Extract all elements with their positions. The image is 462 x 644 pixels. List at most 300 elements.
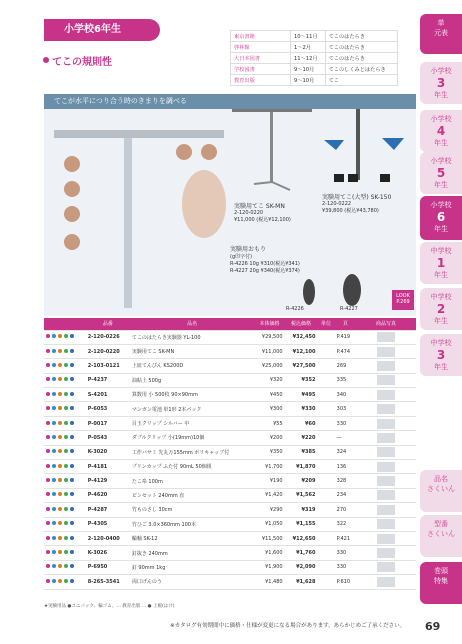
item-code: P-6950 — [86, 560, 130, 574]
item-tax-price: ¥2,090 — [285, 560, 318, 574]
grade-dot-icon — [52, 536, 56, 540]
item-price: ¥29,500 — [254, 330, 284, 344]
grade-dots — [44, 546, 86, 560]
item-unit — [317, 445, 334, 459]
item-photo — [356, 330, 416, 344]
table-row[interactable] — [44, 431, 416, 445]
tab-mid: 5 — [436, 166, 446, 180]
item-tax-price: ¥32,450 — [285, 330, 318, 344]
grade-dot-icon — [46, 550, 50, 554]
publisher-unit: てこのはたらき — [325, 42, 397, 53]
item-tax-price: ¥1,760 — [285, 546, 318, 560]
grade-dot-icon — [64, 435, 68, 439]
grade-dots — [44, 373, 86, 387]
side-tab[interactable] — [420, 152, 462, 194]
grade-dot-icon — [52, 349, 56, 353]
publisher-period: 9〜10月 — [291, 75, 326, 86]
publisher-row — [231, 31, 398, 42]
item-price: ¥11,500 — [254, 531, 284, 545]
item-unit — [317, 474, 334, 488]
grade-dot-icon — [70, 406, 74, 410]
tab-bottom: 年生 — [434, 91, 448, 99]
grade-dots — [44, 416, 86, 430]
grade-dot-icon — [58, 349, 62, 353]
item-photo — [356, 373, 416, 387]
grade-dot-icon — [70, 392, 74, 396]
grade-dot-icon — [52, 392, 56, 396]
column-header: 頁 — [335, 318, 356, 330]
lever-bar — [54, 130, 224, 138]
item-tax-price: ¥1,562 — [285, 488, 318, 502]
item-unit — [317, 373, 334, 387]
grade-dot-icon — [70, 435, 74, 439]
grade-dot-icon — [64, 406, 68, 410]
item-unit — [317, 546, 334, 560]
item-name: 両口げんのう — [130, 575, 254, 589]
grade-dot-icon — [70, 363, 74, 367]
item-code: 2-103-0121 — [86, 359, 130, 373]
column-header: 税込価格 — [285, 318, 318, 330]
grade-dot-icon — [46, 349, 50, 353]
table-row[interactable] — [44, 560, 416, 574]
item-photo — [356, 517, 416, 531]
table-row[interactable] — [44, 445, 416, 459]
item-code: 2-120-0226 — [86, 330, 130, 344]
grade-dot-icon — [52, 421, 56, 425]
item-page: P.610 — [335, 575, 356, 589]
item-code: 2-120-0400 — [86, 531, 130, 545]
item-price: ¥11,000 — [254, 344, 284, 358]
publisher-unit: てこ — [325, 75, 397, 86]
item-code: P-4181 — [86, 460, 130, 474]
publisher-table — [230, 30, 398, 86]
grade-dot-icon — [58, 521, 62, 525]
p2-code: 2-120-0222 — [322, 201, 352, 207]
grade-dot-icon — [46, 406, 50, 410]
tab-top: 小学校 — [430, 115, 452, 123]
item-price: ¥200 — [254, 431, 284, 445]
tab-bottom: 年生 — [434, 139, 448, 147]
grade-header: 小学校6年生 — [44, 19, 160, 41]
tab-bottom: 年生 — [434, 271, 448, 279]
tab-mid: 4 — [436, 124, 446, 138]
grade-dot-icon — [70, 536, 74, 540]
grade-dot-icon — [70, 564, 74, 568]
tab-top: 単 — [437, 19, 445, 27]
look-badge[interactable]: LOOK P.269 — [392, 290, 414, 310]
item-unit — [317, 330, 334, 344]
item-photo — [356, 359, 416, 373]
tab-top: 小学校 — [430, 67, 452, 75]
item-name: 釘 90mm 1kg — [130, 560, 254, 574]
weight-2: R-4227 20g ¥340(税込¥374) — [230, 268, 300, 274]
grade-dot-icon — [46, 478, 50, 482]
grade-dot-icon — [70, 550, 74, 554]
item-price: ¥290 — [254, 503, 284, 517]
grade-dot-icon — [64, 363, 68, 367]
tab-top: 巻頭 — [434, 567, 448, 575]
weight-label-2: R-4227 — [340, 306, 358, 312]
product-table — [44, 318, 416, 590]
item-photo — [356, 388, 416, 402]
side-tab[interactable] — [420, 334, 462, 376]
publisher-period: 10〜11月 — [291, 31, 326, 42]
item-price: ¥450 — [254, 388, 284, 402]
side-tab[interactable] — [420, 62, 462, 104]
p1-block — [234, 201, 291, 223]
grade-dot-icon — [64, 349, 68, 353]
item-name: てこのはたらき実験器 YL-100 — [130, 330, 254, 344]
grade-dot-icon — [58, 579, 62, 583]
item-code: P-6053 — [86, 402, 130, 416]
photo-title: てこが水平につり合う時のきまりを調べる — [44, 94, 416, 109]
item-unit — [317, 517, 334, 531]
table-row[interactable] — [44, 359, 416, 373]
grade-dot-icon — [46, 579, 50, 583]
grade-dot-icon — [52, 334, 56, 338]
table-row[interactable] — [44, 416, 416, 430]
item-tax-price: ¥495 — [285, 388, 318, 402]
side-tab[interactable] — [420, 470, 462, 512]
grade-dot-icon — [64, 521, 68, 525]
p2-block — [322, 192, 391, 214]
grade-dot-icon — [52, 406, 56, 410]
grade-dots — [44, 402, 86, 416]
item-page: 234 — [335, 488, 356, 502]
grade-dot-icon — [64, 492, 68, 496]
item-unit — [317, 416, 334, 430]
item-code: P-4305 — [86, 517, 130, 531]
item-price: ¥1,480 — [254, 575, 284, 589]
item-page: 330 — [335, 560, 356, 574]
grade-dot-icon — [70, 478, 74, 482]
item-tax-price: ¥220 — [285, 431, 318, 445]
table-row[interactable] — [44, 575, 416, 589]
weight-1: R-4226 10g ¥310(税込¥341) — [230, 261, 300, 267]
item-price: ¥1,900 — [254, 560, 284, 574]
grade-dots — [44, 431, 86, 445]
weight-label-1: R-4226 — [286, 306, 304, 312]
grade-dot-icon — [58, 536, 62, 540]
grade-dot-icon — [46, 363, 50, 367]
item-page: 330 — [335, 416, 356, 430]
grade-dot-icon — [70, 349, 74, 353]
grade-dots — [44, 531, 86, 545]
table-row[interactable] — [44, 503, 416, 517]
item-code: P-4620 — [86, 488, 130, 502]
tab-top: 型番 — [434, 520, 448, 528]
publisher-name: 東京書籍 — [231, 31, 291, 42]
grade-dots — [44, 560, 86, 574]
grade-dot-icon — [46, 421, 50, 425]
grade-dot-icon — [52, 492, 56, 496]
grade-dot-icon — [70, 579, 74, 583]
tab-bottom: 年生 — [434, 225, 448, 233]
grade-dot-icon — [52, 521, 56, 525]
side-tab[interactable] — [420, 515, 462, 557]
item-name: 輪軸 SK-12 — [130, 531, 254, 545]
p2-price: ¥39,800 (税込¥43,780) — [322, 208, 379, 214]
side-tab[interactable] — [420, 196, 462, 240]
grade-dots — [44, 388, 86, 402]
item-name: 竹ものさし 30cm — [130, 503, 254, 517]
grade-dot-icon — [64, 550, 68, 554]
grade-dot-icon — [64, 392, 68, 396]
item-tax-price: ¥12,100 — [285, 344, 318, 358]
grade-dot-icon — [64, 536, 68, 540]
grade-dots — [44, 575, 86, 589]
publisher-name: 啓林館 — [231, 42, 291, 53]
table-row[interactable] — [44, 402, 416, 416]
item-photo — [356, 460, 416, 474]
grade-dots — [44, 359, 86, 373]
table-row[interactable] — [44, 531, 416, 545]
publisher-name: 大日本図書 — [231, 53, 291, 64]
item-tax-price: ¥1,155 — [285, 517, 318, 531]
p2-name: 実験用てこ(大型) SK-150 — [322, 194, 392, 201]
item-photo — [356, 575, 416, 589]
table-row[interactable] — [44, 373, 416, 387]
tab-bottom: さくいん — [427, 530, 455, 538]
grade-dot-icon — [70, 464, 74, 468]
item-page: P.419 — [335, 330, 356, 344]
grade-dot-icon — [70, 492, 74, 496]
grade-dot-icon — [52, 507, 56, 511]
item-unit — [317, 460, 334, 474]
tab-mid: 1 — [436, 256, 446, 270]
hand-photo — [182, 170, 226, 238]
item-code: 8-265-3541 — [86, 575, 130, 589]
grade-dot-icon — [52, 435, 56, 439]
product-photo-area — [44, 94, 416, 316]
item-code: P-4129 — [86, 474, 130, 488]
grade-dots — [44, 445, 86, 459]
publisher-name: 教育出版 — [231, 75, 291, 86]
side-tab[interactable] — [420, 110, 462, 152]
tab-mid: 3 — [436, 76, 446, 90]
grade-dot-icon — [64, 507, 68, 511]
table-row[interactable] — [44, 330, 416, 344]
table-row[interactable] — [44, 474, 416, 488]
grade-dot-icon — [58, 564, 62, 568]
side-tab[interactable] — [420, 562, 462, 604]
item-photo — [356, 560, 416, 574]
item-photo — [356, 344, 416, 358]
item-price: ¥1,050 — [254, 517, 284, 531]
grade-dot-icon — [70, 421, 74, 425]
item-tax-price: ¥385 — [285, 445, 318, 459]
grade-dot-icon — [64, 464, 68, 468]
grade-dot-icon — [46, 492, 50, 496]
item-price: ¥320 — [254, 373, 284, 387]
tab-mid: 6 — [436, 210, 446, 224]
grade-dot-icon — [52, 464, 56, 468]
item-unit — [317, 402, 334, 416]
tab-bottom: 年生 — [434, 181, 448, 189]
grade-dot-icon — [58, 421, 62, 425]
item-photo — [356, 488, 416, 502]
item-name: ピンセット 240mm 直 — [130, 488, 254, 502]
hook-weight-10g — [303, 279, 315, 305]
tab-bottom: 元表 — [434, 29, 448, 37]
item-price: ¥1,420 — [254, 488, 284, 502]
side-tab[interactable] — [420, 242, 462, 284]
item-code: K-3026 — [86, 546, 130, 560]
grade-dot-icon — [64, 377, 68, 381]
weights-sub: (g印字付) — [230, 254, 253, 260]
grade-dot-icon — [52, 377, 56, 381]
item-name: 実験用てこ SK-MN — [130, 344, 254, 358]
publisher-unit: てこのはたらき — [325, 31, 397, 42]
tab-top: 小学校 — [430, 201, 452, 209]
grade-dot-icon — [46, 507, 50, 511]
item-tax-price: ¥60 — [285, 416, 318, 430]
item-price: ¥55 — [254, 416, 284, 430]
item-unit — [317, 488, 334, 502]
item-page: 269 — [335, 359, 356, 373]
tab-bottom: 特集 — [434, 577, 448, 585]
grade-dots — [44, 503, 86, 517]
grade-dot-icon — [46, 536, 50, 540]
topic-title: てこの規則性 — [52, 57, 112, 68]
grade-dot-icon — [58, 550, 62, 554]
grade-dots — [44, 460, 86, 474]
publisher-period: 11〜12月 — [291, 53, 326, 64]
grade-dot-icon — [46, 377, 50, 381]
grade-dot-icon — [70, 334, 74, 338]
item-name: プリンカップ ふた付 90mL 50個組 — [130, 460, 254, 474]
table-row[interactable] — [44, 460, 416, 474]
item-page: 335 — [335, 373, 356, 387]
grade-dot-icon — [58, 406, 62, 410]
item-name: 上皿てんびん KS200D — [130, 359, 254, 373]
item-page: 330 — [335, 546, 356, 560]
grade-dot-icon — [46, 564, 50, 568]
tab-top: 中学校 — [430, 247, 452, 255]
grade-dot-icon — [52, 564, 56, 568]
grade-dots — [44, 474, 86, 488]
item-code: P-4287 — [86, 503, 130, 517]
grade-dot-icon — [46, 334, 50, 338]
tab-bottom: 年生 — [434, 363, 448, 371]
publisher-row — [231, 53, 398, 64]
column-header: 商品写真 — [356, 318, 416, 330]
publisher-row — [231, 42, 398, 53]
grade-dot-icon — [58, 363, 62, 367]
grade-dot-icon — [58, 435, 62, 439]
grade-dot-icon — [58, 334, 62, 338]
column-header: 単位 — [317, 318, 334, 330]
item-photo — [356, 431, 416, 445]
tab-top: 中学校 — [430, 339, 452, 347]
item-code: P-0543 — [86, 431, 130, 445]
column-header: 本体価格 — [254, 318, 284, 330]
weights-title: 実験用おもり — [230, 246, 267, 253]
item-unit — [317, 560, 334, 574]
item-price: ¥25,000 — [254, 359, 284, 373]
grade-dot-icon — [64, 478, 68, 482]
weights-block — [230, 244, 300, 274]
item-code: 2-120-0220 — [86, 344, 130, 358]
publisher-period: 1〜2月 — [291, 42, 326, 53]
item-name: マンガン電池 単1形 2本パック — [130, 402, 254, 416]
item-name: 工作バサミ 先丸万155mm ポリキャップ付 — [130, 445, 254, 459]
footer-note: ※カタログ有効期間中に価格・仕様が変更になる場合があります。あらかじめご了承ください。 — [170, 623, 406, 629]
item-price: ¥1,700 — [254, 460, 284, 474]
tab-mid: 3 — [436, 348, 446, 362]
grade-dot-icon — [52, 449, 56, 453]
grade-dot-icon — [58, 464, 62, 468]
table-row[interactable] — [44, 546, 416, 560]
column-header: 品名 — [130, 318, 254, 330]
item-page: P.474 — [335, 344, 356, 358]
grade-dot-icon — [70, 521, 74, 525]
table-row[interactable] — [44, 388, 416, 402]
item-unit — [317, 503, 334, 517]
tab-bottom: 年生 — [434, 317, 448, 325]
grade-dots — [44, 517, 86, 531]
topic-bullet-icon — [43, 57, 49, 63]
grade-dot-icon — [46, 435, 50, 439]
grade-dot-icon — [64, 449, 68, 453]
item-page: P.421 — [335, 531, 356, 545]
item-code: P-0017 — [86, 416, 130, 430]
table-row[interactable] — [44, 517, 416, 531]
item-tax-price: ¥27,500 — [285, 359, 318, 373]
publisher-unit: てこのしくみとはたらき — [325, 64, 397, 75]
item-tax-price: ¥12,650 — [285, 531, 318, 545]
item-price: ¥1,600 — [254, 546, 284, 560]
grade-dot-icon — [46, 521, 50, 525]
grade-dot-icon — [58, 377, 62, 381]
grade-dot-icon — [52, 579, 56, 583]
item-photo — [356, 546, 416, 560]
publisher-period: 9〜10月 — [291, 64, 326, 75]
item-tax-price: ¥1,628 — [285, 575, 318, 589]
grade-dot-icon — [64, 564, 68, 568]
lever-stand — [124, 138, 132, 308]
item-page: 324 — [335, 445, 356, 459]
tab-bottom: さくいん — [427, 485, 455, 493]
p1-price: ¥11,000 (税込¥12,100) — [234, 217, 291, 223]
item-name: ダブルクリップ 小(19mm)10個 — [130, 431, 254, 445]
item-page: 322 — [335, 517, 356, 531]
grade-dot-icon — [58, 492, 62, 496]
grade-dot-icon — [52, 363, 56, 367]
item-tax-price: ¥209 — [285, 474, 318, 488]
p1-code: 2-120-0220 — [234, 210, 264, 216]
grade-dots — [44, 344, 86, 358]
legend: ★実験用品 ●ユニパック、輪ゴム、… 教育出版 … ● 上履(はけ) — [44, 604, 175, 609]
page-number: 69 — [425, 620, 441, 633]
item-photo — [356, 402, 416, 416]
grade-dot-icon — [46, 464, 50, 468]
table-row[interactable] — [44, 488, 416, 502]
item-page: ― — [335, 431, 356, 445]
side-tab[interactable] — [420, 288, 462, 330]
tab-top: 小学校 — [430, 157, 452, 165]
item-price: ¥300 — [254, 402, 284, 416]
hook-weight-20g — [343, 274, 361, 306]
side-tab[interactable] — [420, 14, 462, 54]
table-row[interactable] — [44, 344, 416, 358]
grade-dot-icon — [70, 507, 74, 511]
tab-mid: 2 — [436, 302, 446, 316]
item-photo — [356, 503, 416, 517]
item-name: 竹ひご 3.0×360mm 100本 — [130, 517, 254, 531]
item-page: 136 — [335, 460, 356, 474]
item-page: 270 — [335, 503, 356, 517]
